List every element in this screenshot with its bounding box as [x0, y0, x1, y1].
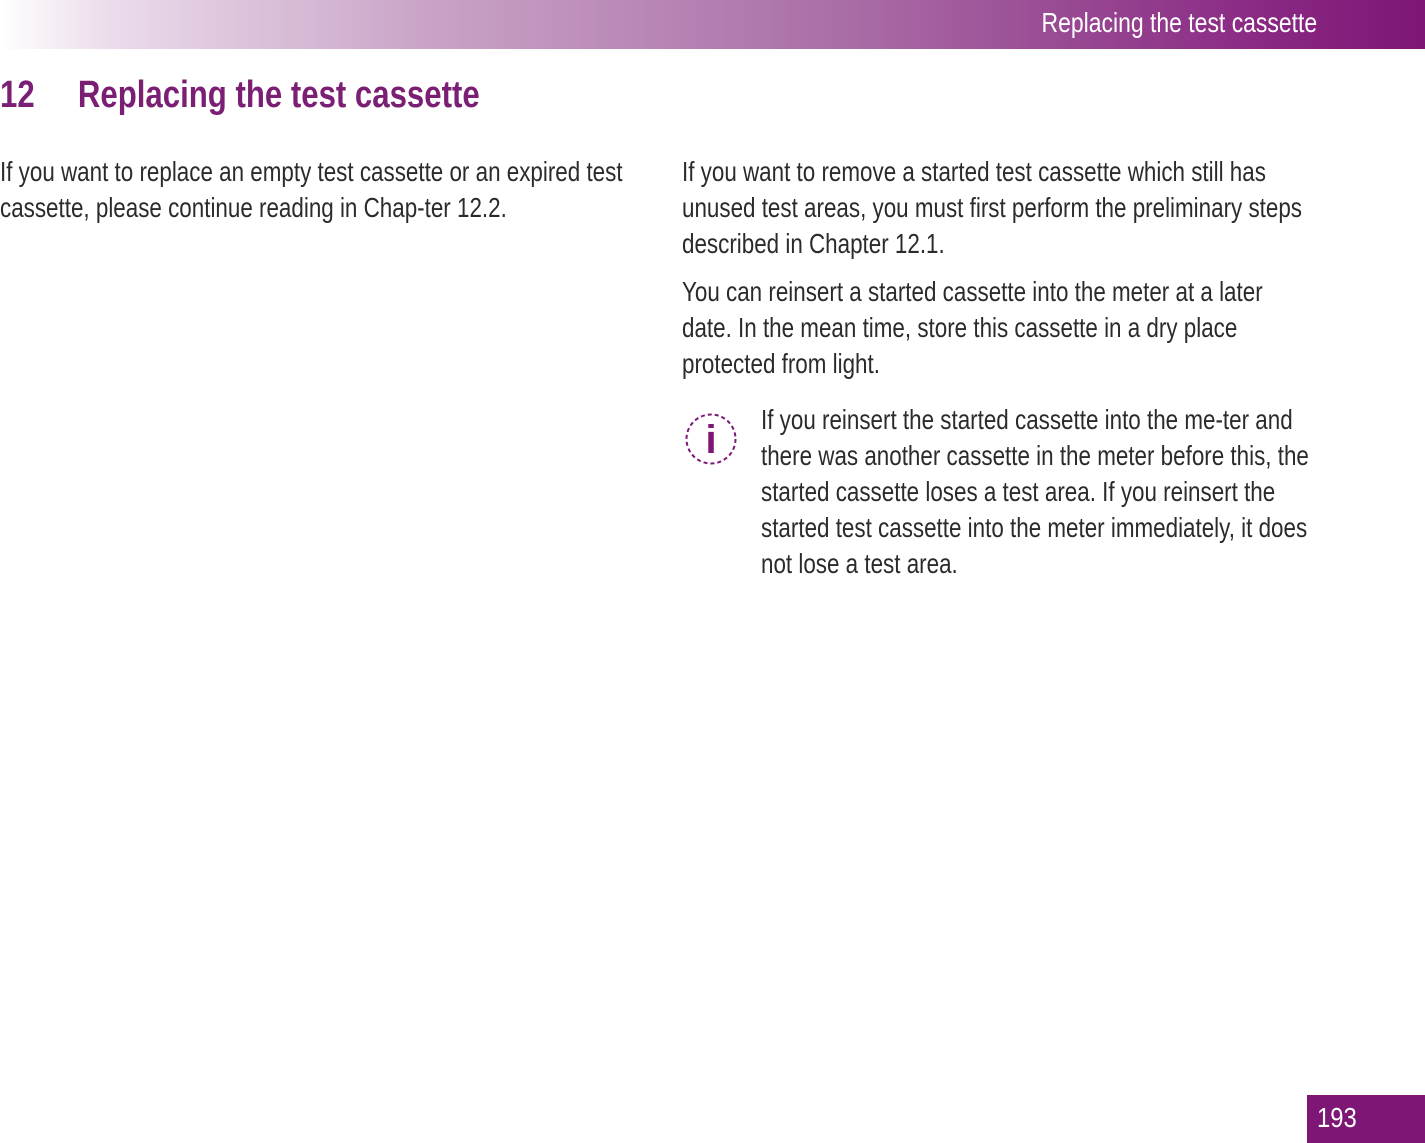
info-icon — [685, 413, 737, 465]
chapter-heading — [0, 74, 480, 117]
info-icon-glyph: i — [705, 418, 717, 462]
right-paragraph-1: If you want to remove a started test cassette which still has unused test areas, you must first perform the preliminary steps described in Chapter 12.1. — [682, 156, 1302, 259]
chapter-title: Replacing the test cassette — [77, 74, 480, 116]
left-paragraph: If you want to replace an empty test cassette or an expired test cassette, please continue reading in Chap-ter 12.2. — [0, 156, 623, 223]
note-text: If you reinsert the started cassette into the me-ter and there was another cassette in the meter before this, the started cassette loses a test area. If you reinsert the started test cassette into the meter immediately, it does not lose a test area. — [761, 404, 1309, 579]
header-bar — [0, 0, 1425, 49]
left-column — [0, 154, 780, 226]
page-number: 193 — [1317, 1102, 1357, 1133]
chapter-number: 12 — [0, 74, 35, 116]
right-column — [682, 154, 1425, 382]
running-title: Replacing the test cassette — [1041, 7, 1317, 38]
right-paragraph-2: You can reinsert a started cassette into the meter at a later date. In the mean time, store this cassette in a dry place protected from light. — [682, 276, 1263, 379]
page-number-box — [1307, 1095, 1425, 1143]
